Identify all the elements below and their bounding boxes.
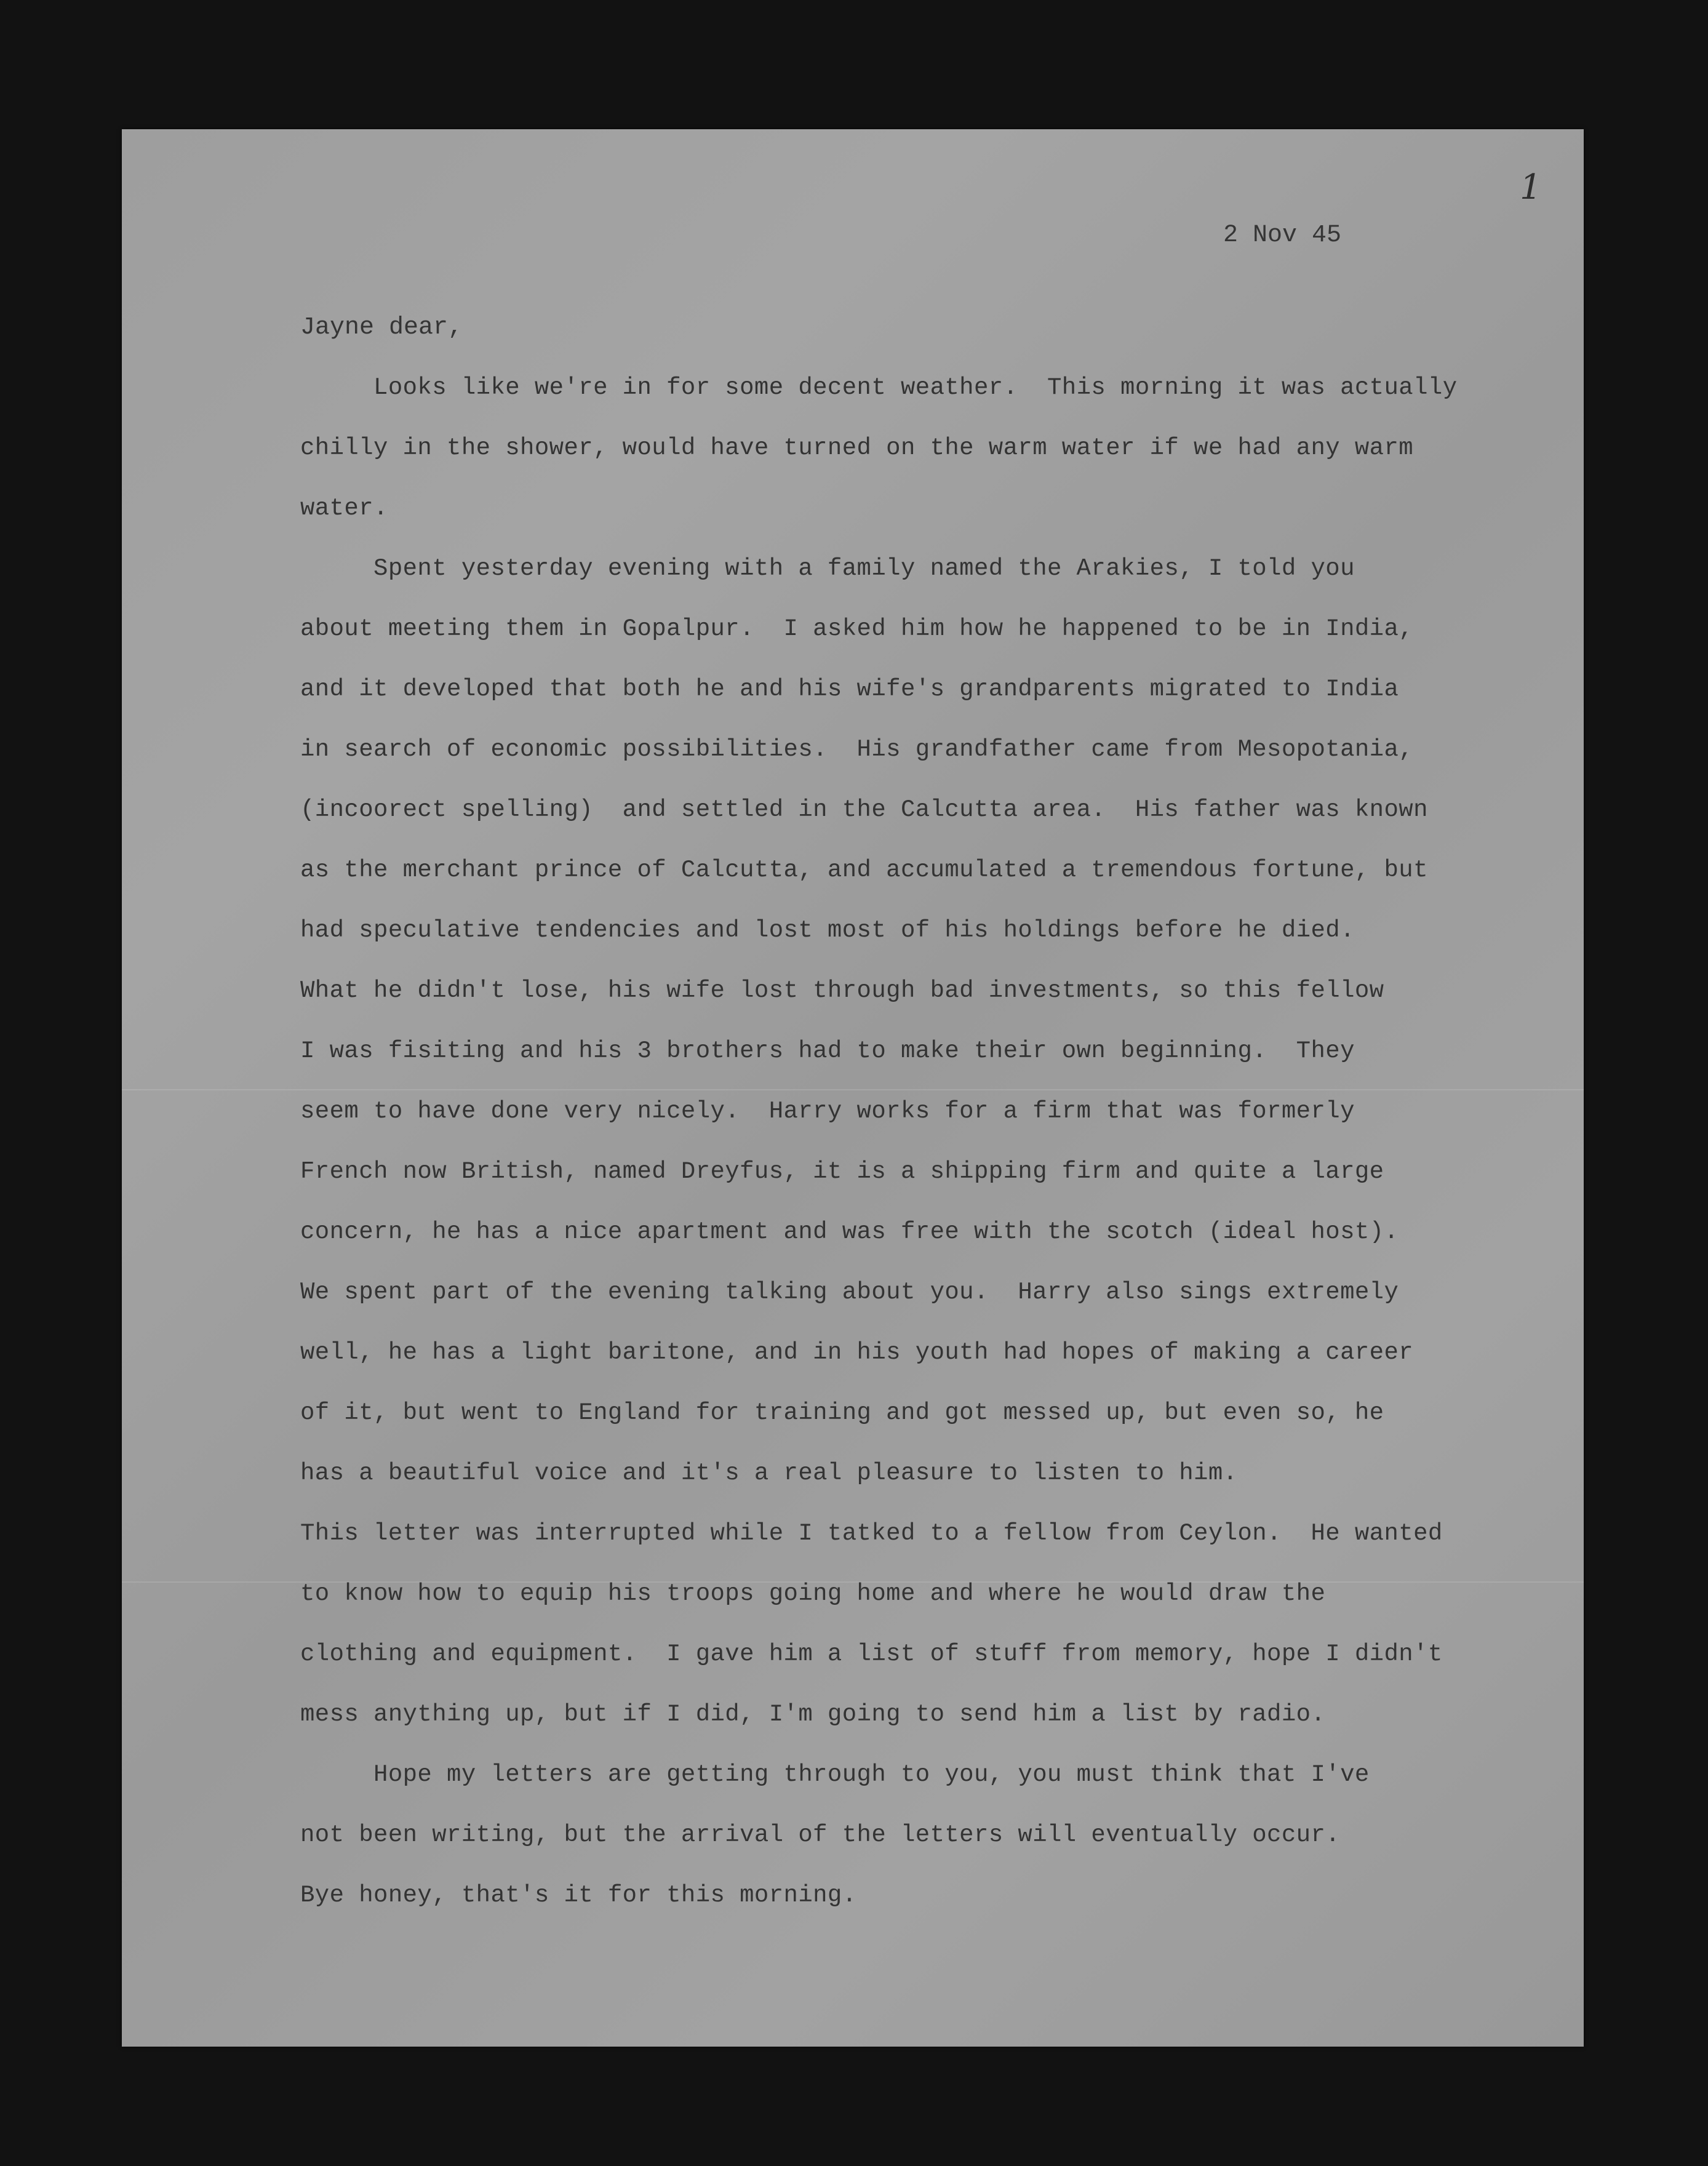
body-line: and it developed that both he and his wife's grandparents migrated to India	[300, 676, 1399, 703]
body-line: had speculative tendencies and lost most of his holdings before he died.	[300, 917, 1355, 944]
body-line: Looks like we're in for some decent weather. This morning it was actually	[300, 374, 1458, 401]
body-line: (incoorect spelling) and settled in the Calcutta area. His father was known	[300, 796, 1428, 823]
body-line: water.	[300, 495, 388, 522]
body-line: French now British, named Dreyfus, it is a shipping firm and quite a large	[300, 1158, 1384, 1185]
letter-date: 2 Nov 45	[1223, 222, 1342, 249]
body-line: to know how to equip his troops going home and where he would draw the	[300, 1580, 1326, 1607]
body-line: This letter was interrupted while I tatked to a fellow from Ceylon. He wanted	[300, 1520, 1443, 1547]
page-number: 1	[1520, 167, 1542, 207]
body-line: I was fisiting and his 3 brothers had to make their own beginning. They	[300, 1037, 1355, 1065]
body-line: mess anything up, but if I did, I'm going to send him a list by radio.	[300, 1701, 1326, 1728]
body-line: Spent yesterday evening with a family named the Arakies, I told you	[300, 555, 1355, 582]
paper-fold-crease	[122, 1089, 1584, 1090]
body-line: well, he has a light baritone, and in his youth had hopes of making a career	[300, 1339, 1414, 1366]
body-line: clothing and equipment. I gave him a list of stuff from memory, hope I didn't	[300, 1640, 1443, 1668]
body-line: seem to have done very nicely. Harry works for a firm that was formerly	[300, 1098, 1355, 1125]
body-line: concern, he has a nice apartment and was free with the scotch (ideal host).	[300, 1218, 1399, 1245]
body-line: chilly in the shower, would have turned on the warm water if we had any warm	[300, 434, 1414, 462]
body-line: of it, but went to England for training and got messed up, but even so, he	[300, 1399, 1384, 1426]
salutation: Jayne dear,	[300, 314, 463, 342]
body-line: Bye honey, that's it for this morning.	[300, 1882, 857, 1909]
body-line: as the merchant prince of Calcutta, and accumulated a tremendous fortune, but	[300, 857, 1428, 884]
body-line: about meeting them in Gopalpur. I asked him how he happened to be in India,	[300, 615, 1414, 642]
body-line: What he didn't lose, his wife lost through bad investments, so this fellow	[300, 977, 1384, 1004]
body-line: not been writing, but the arrival of the letters will eventually occur.	[300, 1821, 1341, 1848]
body-line: Hope my letters are getting through to you, you must think that I've	[300, 1761, 1370, 1788]
body-line: in search of economic possibilities. His grandfather came from Mesopotania,	[300, 736, 1414, 763]
letter-page	[122, 129, 1584, 2047]
body-line: We spent part of the evening talking about you. Harry also sings extremely	[300, 1279, 1399, 1306]
body-line: has a beautiful voice and it's a real pleasure to listen to him.	[300, 1460, 1238, 1487]
